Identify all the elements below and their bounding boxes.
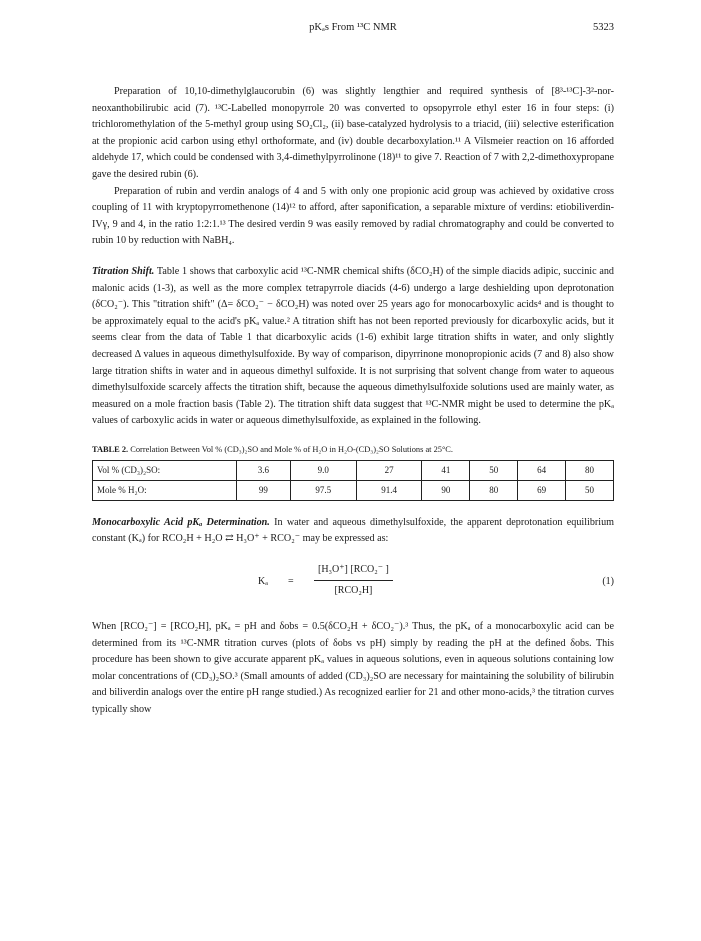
article-body	[92, 84, 614, 719]
table-cell: 91.4	[356, 480, 422, 500]
table-cell: 80	[566, 460, 614, 480]
equation-1	[92, 562, 614, 602]
running-head	[92, 22, 614, 38]
page-number: 5323	[593, 22, 614, 33]
table-2-label: TABLE 2.	[92, 444, 129, 454]
pka-determination-heading: Monocarboxylic Acid pKₐ Determination.	[92, 516, 270, 528]
titration-shift-heading: Titration Shift.	[92, 265, 155, 277]
table-cell: 27	[356, 460, 422, 480]
table-cell: 64	[518, 460, 566, 480]
table-cell: 50	[566, 480, 614, 500]
table-row	[93, 480, 614, 500]
running-head-title: pKₐs From ¹³C NMR	[309, 22, 397, 33]
table-row-header: Mole % H₂O:	[93, 480, 237, 500]
equation-number: (1)	[602, 576, 614, 588]
equation-numerator: [H₃O⁺] [RCO₂⁻ ]	[318, 564, 389, 576]
table-cell: 99	[237, 480, 291, 500]
table-cell: 97.5	[290, 480, 356, 500]
table-cell: 90	[422, 480, 470, 500]
equation-denominator: [RCO₂H]	[334, 584, 373, 596]
pka-determination-text: In water and aqueous dimethylsulfoxide, the apparent deprotonation equilibrium constant (Kₐ) for RCO₂H + H₂O ⇄ H₃O⁺ + RCO₂⁻ may be expressed as:	[92, 516, 615, 545]
paragraph-pka-procedure: When [RCO₂⁻] = [RCO₂H], pKₐ = pH and δobs = 0.5(δCO₂H + δCO₂⁻).³ Thus, the pKₐ of a monocarboxylic acid can be determined from its ¹³C-NMR titration curves (plots of δobs vs pH) simply by reading the pH at the defined δobs. This procedure has been shown to give accurate apparent pKₐ values in aqueous solutions, even in aqueous solutions containing low molar concentrations of (CD₃)₂SO.³ (Small amounts of added (CD₃)₂SO are necessary for maintaining the solubility of bilirubin and biliverdin analogs over the entire pH range studied.) As recognized earlier for 21 and other mono-acids,³ the titration curves typically show	[92, 621, 614, 716]
paragraph-glaucorubin-synthesis: Preparation of 10,10-dimethylglaucorubin (6) was slightly lengthier and required synthesis of [8³-¹³C]-3²-nor-neoxanthobilirubic acid (7). ¹³C-Labelled monopyrrole 20 was converted to opsopyrrole ethyl ester 16 in four steps: (i) trichloromethylation of the 5-methyl group using SO₂Cl₂, (ii) base-catalyzed hydrolysis to a triacid, (iii) selective esterification at the propionic acid carbon using ethyl orthoformate, and (iv) double decarboxylation.¹¹ A Vilsmeier reaction on 16 afforded aldehyde 17, which could be condensed with 3,4-dimethylpyrrolinone (18)¹¹ to give 7. Reaction of 7 with 2,2-dimethoxypropane gave the desired rubin (6).	[92, 86, 614, 180]
paragraph-titration-shift	[92, 264, 614, 430]
table-2-caption	[92, 444, 614, 456]
paragraph-pka-determination	[92, 515, 614, 548]
fraction-bar	[314, 580, 393, 581]
table-cell: 41	[422, 460, 470, 480]
paragraph-verdin-analogs: Preparation of rubin and verdin analogs of 4 and 5 with only one propionic acid group was achieved by oxidative cross coupling of 11 with kryptopyrromethenone (14)¹² to afford, after saponification, a separable mixture of verdins: etiobiliverdin-IVγ, 9 and 4, in the ratio 1:2:1.¹³ The desired verdin 9 was easily removed by radial chromatography and could be converted to rubin 10 by reduction with NaBH₄.	[92, 185, 614, 247]
table-row-header: Vol % (CD₃)₂SO:	[93, 460, 237, 480]
table-cell: 80	[470, 480, 518, 500]
table-cell: 9.0	[290, 460, 356, 480]
table-2	[92, 460, 614, 501]
table-cell: 69	[518, 480, 566, 500]
equation-fraction	[314, 562, 393, 599]
titration-shift-text: Table 1 shows that carboxylic acid ¹³C-NMR chemical shifts (δCO₂H) of the simple diacids adipic, succinic and malonic acids (1-3), as well as the more complex tetrapyrrole diacids (4-6) undergo a large deshielding upon deprotonation (δCO₂⁻). This "titration shift" (Δ= δCO₂⁻ − δCO₂H) was noted over 25 years ago for monocarboxylic acids⁴ and is thought to be approximately equal to the acid's pKₐ value.² A titration shift has not been reported previously for dicarboxylic acids, but it seems clear from the data of Table 1 that dicarboxylic acids (1-6) exhibit large titration shifts in water, and only slightly decreased Δ values in aqueous dimethylsulfoxide. By way of comparison, dipyrrinone monopropionic acids (7 and 8) also show large titration shifts in water and in aqueous dimethyl sulfoxide. It is not surprising that solvent change from water to aqueous dimethylsulfoxide scarcely affects the titration shift, because the aqueous dimethylsulfoxide solutions used are mainly water, as measured on a mole fraction basis (Table 2). The titration shift data suggest that ¹³C-NMR might be used to determine the pKₐ values of carboxylic acids in water or aqueous dimethylsulfoxide, as explained in the following.	[92, 265, 614, 427]
equation-relation: =	[288, 576, 294, 588]
table-2-caption-text: Correlation Between Vol % (CD₃)₂SO and Mole % of H₂O in H₂O-(CD₃)₂SO Solutions at 25°C.	[130, 444, 453, 454]
equation-lhs: Kₐ	[258, 576, 268, 588]
table-cell: 50	[470, 460, 518, 480]
table-row	[93, 460, 614, 480]
table-cell: 3.6	[237, 460, 291, 480]
